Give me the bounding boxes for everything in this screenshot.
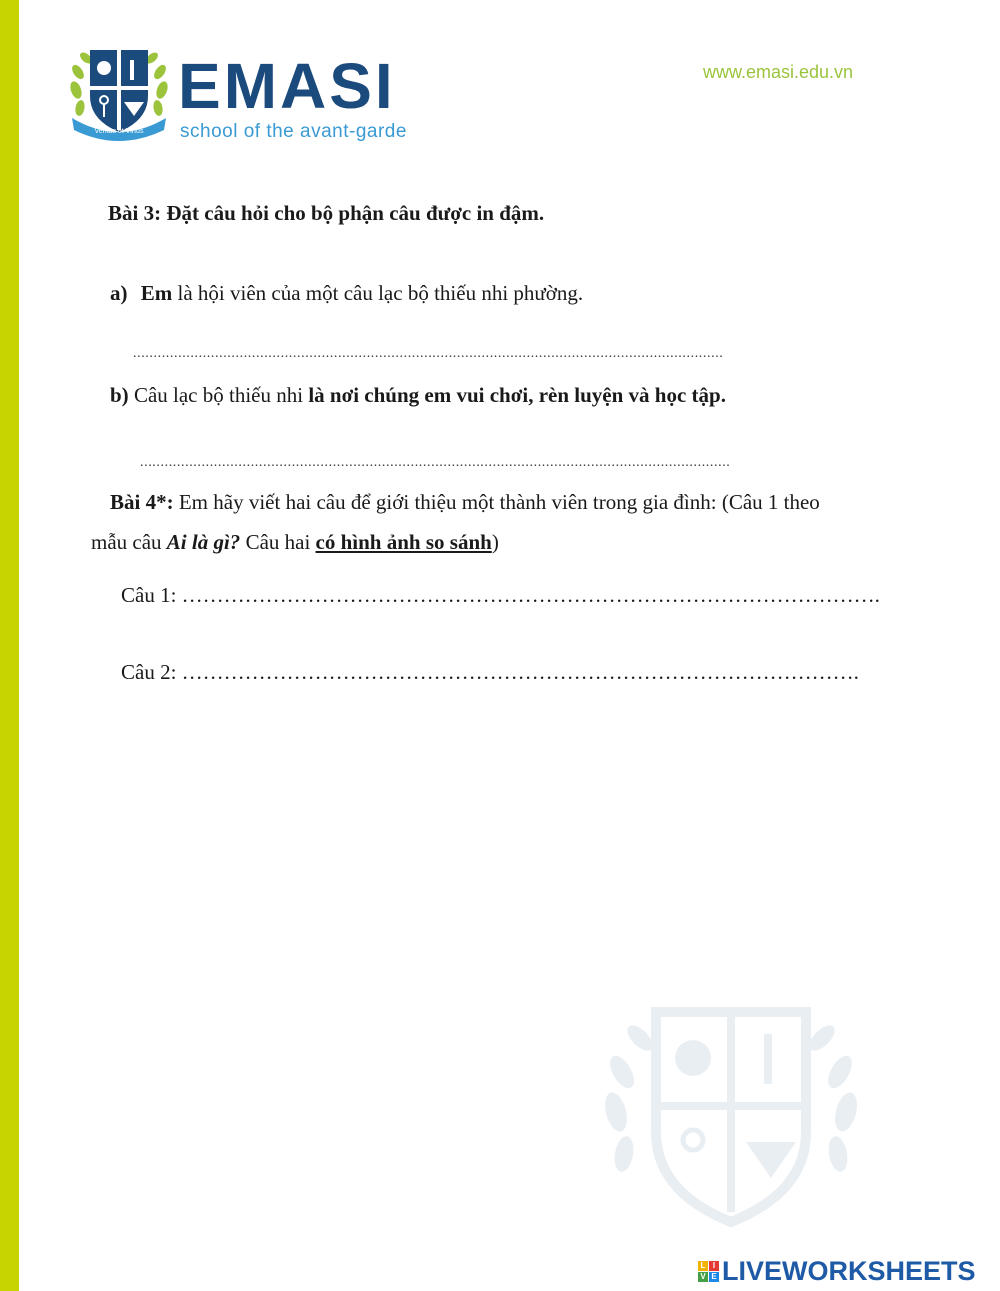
sentence-2-row bbox=[121, 660, 859, 685]
sentence-1-row bbox=[121, 583, 880, 608]
exercise-4-text-mid: Câu hai bbox=[240, 530, 316, 554]
logo-tagline: school of the avant-garde bbox=[180, 121, 407, 142]
item-b-text: Câu lạc bộ thiếu nhi bbox=[128, 383, 309, 407]
exercise-4-text: Em hãy viết hai câu để giới thiệu một thành viên trong gia đình: (Câu 1 theo bbox=[173, 490, 820, 514]
svg-text:Veritas et Virtus: Veritas et Virtus bbox=[94, 128, 144, 135]
item-a-bold-part: Em bbox=[140, 281, 173, 305]
icon-letter-l: L bbox=[698, 1261, 708, 1271]
liveworksheets-wordmark: LIVEWORKSHEETS bbox=[722, 1256, 976, 1286]
icon-letter-v: V bbox=[698, 1272, 708, 1282]
exercise-3-item-b bbox=[110, 382, 726, 408]
answer-line-a[interactable]: ................................................................................................................................................ bbox=[133, 346, 724, 361]
sentence-1-label: Câu 1: bbox=[121, 583, 182, 607]
exercise-3-title: Bài 3: Đặt câu hỏi cho bộ phận câu được in đậm. bbox=[108, 201, 545, 225]
liveworksheets-brand bbox=[698, 1256, 976, 1287]
sentence-2-label: Câu 2: bbox=[121, 660, 182, 684]
exercise-4-text-end: ) bbox=[491, 530, 499, 554]
emasi-crest-logo bbox=[66, 40, 172, 144]
liveworksheets-icon bbox=[698, 1261, 719, 1282]
sentence-pattern: Ai là gì? bbox=[166, 530, 241, 554]
item-a-text: là hội viên của một câu lạc bộ thiếu nhi phường. bbox=[172, 281, 584, 305]
icon-letter-e: E bbox=[709, 1272, 719, 1282]
item-b-label: b) bbox=[110, 383, 129, 407]
exercise-4-line-1 bbox=[110, 489, 820, 515]
comparison-requirement: có hình ảnh so sánh bbox=[315, 530, 492, 554]
exercise-4-text-pre: mẫu câu bbox=[91, 530, 167, 554]
crest-watermark bbox=[596, 982, 866, 1252]
exercise-3-item-a bbox=[110, 280, 583, 306]
exercise-4-label: Bài 4*: bbox=[110, 490, 174, 514]
answer-line-b[interactable]: ................................................................................................................................................ bbox=[140, 455, 731, 470]
sentence-2-answer-line[interactable]: ……………………………………………………………………………………. bbox=[181, 660, 859, 684]
sentence-1-answer-line[interactable]: ………………………………………………………………………………………. bbox=[181, 583, 880, 607]
icon-letter-i: I bbox=[709, 1261, 719, 1271]
exercise-4-line-2 bbox=[91, 529, 499, 555]
side-accent-bar bbox=[0, 0, 19, 1291]
item-b-bold-part: là nơi chúng em vui chơi, rèn luyện và học tập. bbox=[308, 383, 726, 407]
logo-wordmark: EMASI bbox=[178, 50, 396, 122]
item-a-label: a) bbox=[110, 281, 128, 305]
website-link[interactable]: www.emasi.edu.vn bbox=[703, 62, 854, 82]
